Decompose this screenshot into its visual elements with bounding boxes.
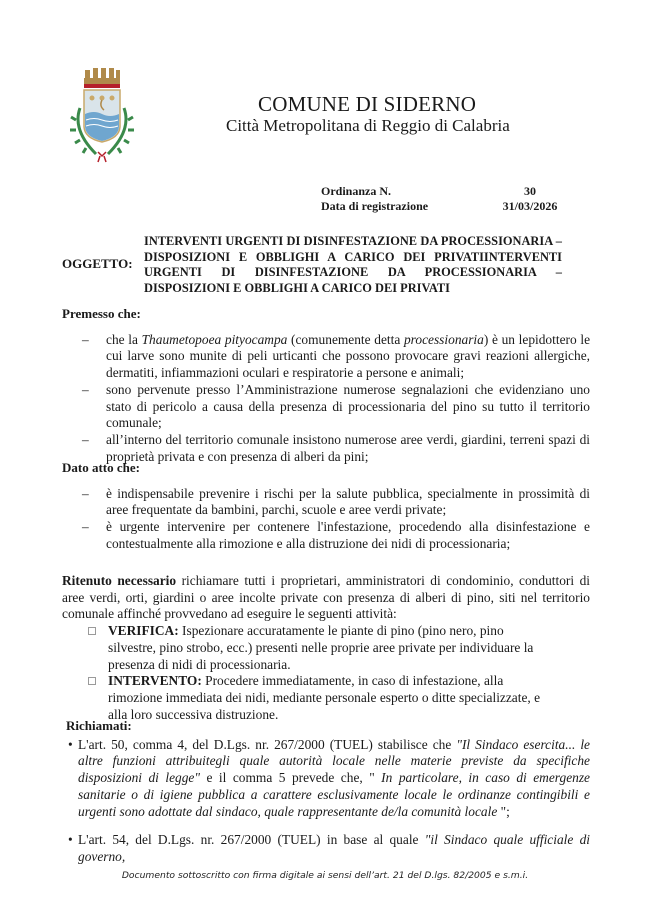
dash-bullet: – [82, 519, 89, 535]
list-item: • L'art. 54, del D.Lgs. nr. 267/2000 (TUEL) in base al quale "il Sindaco quale ufficiale di governo, [68, 832, 590, 864]
registration-date-label: Data di registrazione [321, 199, 429, 213]
dato-atto-section [62, 460, 590, 553]
richiamati-section [66, 718, 590, 866]
dash-bullet: – [82, 431, 89, 447]
ritenuto-bold: Ritenuto necessario [62, 573, 177, 588]
ordinance-number-label: Ordinanza N. [321, 184, 392, 198]
checkbox-bullet-icon [88, 677, 96, 685]
ritenuto-section [62, 573, 590, 723]
premesso-heading: Premesso che: [62, 306, 141, 321]
list-item: – sono pervenute presso l’Amministrazione numerose segnalazioni che evidenziano uno stato di pericolo a causa della presenza di processionaria del pino su tutto il territorio comunale; [82, 381, 590, 431]
premesso-section [62, 306, 590, 465]
subject-text: INTERVENTI URGENTI DI DISINFESTAZIONE DA PROCESSIONARIA – DISPOSIZIONI E OBBLIGHI A CARICO DEI PRIVATIINTERVENTI URGENTI DI DISINFESTAZIONE DA PROCESSIONARIA – DISPOSIZIONI E OBBLIGHI A CARICO DEI PRIVATI [144, 234, 562, 295]
activity-item-verifica: VERIFICA: Ispezionare accuratamente le piante di pino (pino nero, pino silvestre, pino strobo, ecc.) presenti nelle proprie aree private per individuare la presenza di nidi di processionaria. [62, 623, 590, 673]
registration-date-value: 31/03/2026 [502, 199, 558, 213]
ordinance-meta [321, 184, 561, 214]
ritenuto-paragraph: Ritenuto necessario richiamare tutti i proprietari, amministratori di condominio, conduttori di aree verdi, orti, giardini o aree incolte private con presenza di alberi di pino, siti nel territorio comunale affinché provvedano ad eseguire le seguenti attività: [62, 573, 590, 622]
bullet-dot: • [68, 736, 73, 752]
list-item: – che la Thaumetopoea pityocampa (comunemente detta processionaria) è un lepidottero le cui larve sono munite di peli urticanti che possono provocare gravi reazioni allergiche, dermatiti, infiammazioni oculari e respiratorie a persone e animali; [82, 331, 591, 381]
dash-bullet: – [82, 381, 89, 397]
checkbox-bullet-icon [88, 627, 96, 635]
richiamati-heading: Richiamati: [66, 718, 132, 733]
dato-atto-heading: Dato atto che: [62, 460, 140, 475]
list-item: – è urgente intervenire per contenere l'infestazione, procedendo alla disinfestazione e contestualmente alla rimozione e alla distruzione dei nidi di processionaria; [82, 519, 590, 551]
activity-item-intervento: INTERVENTO: Procedere immediatamente, in caso di infestazione, alla rimozione immediata dei nidi, mediante personale esperto o ditte specializzate, e alla loro successiva distruzione. [62, 673, 590, 723]
dash-bullet: – [82, 485, 89, 501]
digital-signature-footer: Documento sottoscritto con firma digitale ai sensi dell’art. 21 del D.lgs. 82/2005 e s.m.i. [121, 870, 529, 881]
ordinance-number-value: 30 [524, 184, 536, 198]
bullet-dot: • [68, 832, 73, 848]
municipal-crest-icon [66, 64, 138, 164]
municipality-subtitle: Città Metropolitana di Reggio di Calabria [226, 116, 510, 135]
list-item: – è indispensabile prevenire i rischi per la salute pubblica, specialmente in prossimità di aree frequentate da bambini, parchi, scuole e aree verdi private; [82, 485, 590, 518]
list-item: • L'art. 50, comma 4, del D.Lgs. nr. 267/2000 (TUEL) stabilisce che "Il Sindaco esercita... le altre funzioni attribuitegli quale autorità locale nelle materie previste da specifiche disposizioni di legge" e il comma 5 prevede che, " In particolare, in caso di emergenze sanitarie o di igiene pubblica a carattere esclusivamente locale le ordinanze contingibili e urgenti sono adottate dal sindaco, quale rappresentante de/la comunità locale "; [68, 736, 590, 819]
dash-bullet: – [82, 331, 89, 347]
municipality-title: COMUNE DI SIDERNO [258, 92, 477, 116]
list-item: – all’interno del territorio comunale insistono numerose aree verdi, giardini, terreni spazi di proprietà privata e con presenza di alberi da pini; [82, 431, 590, 464]
subject-label: OGGETTO: [62, 256, 133, 271]
